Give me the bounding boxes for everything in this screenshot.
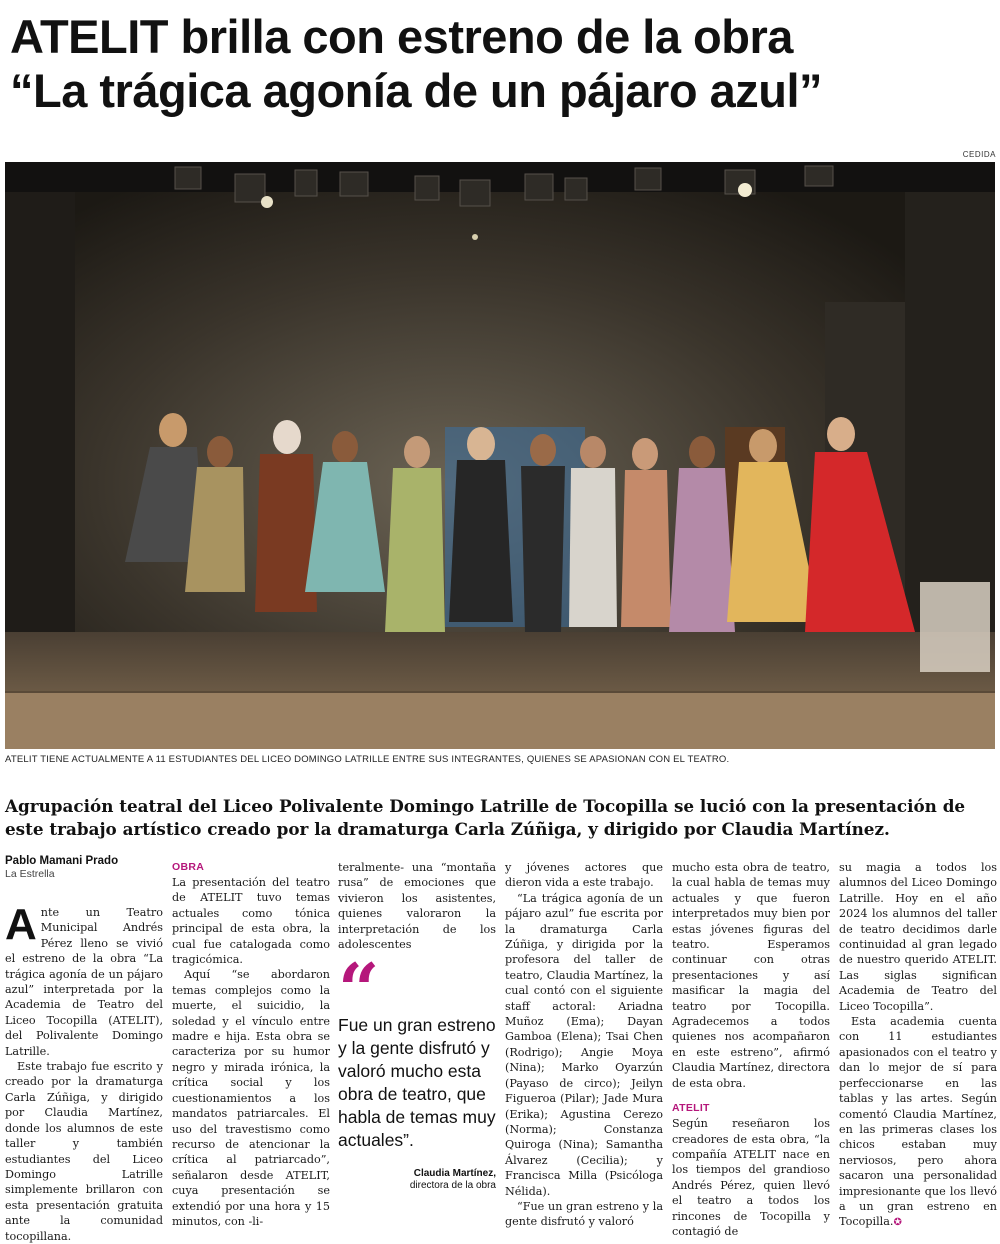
end-mark-icon: ✪ — [893, 1217, 902, 1229]
photo-credit: CEDIDA — [962, 150, 996, 159]
article-column-1 — [5, 900, 163, 1243]
article-paragraph — [839, 1014, 997, 1231]
pull-quote-role: directora de la obra — [409, 1180, 496, 1191]
headline-line-1: ATELIT brilla con estreno de la obra — [10, 10, 793, 63]
article-paragraph: Este trabajo fue escrito y creado por la dramaturga Carla Zúñiga, y dirigido por Claudia Martínez, donde los alumnos de este taller y también estudiantes del Liceo Domingo Latrille simplemente brillaron con esta presentación gratuita ante la comunidad tocopillana. — [5, 1060, 163, 1243]
paragraph-text: nte un Teatro Municipal Andrés Pérez lleno se vivió el estreno de la obra “La trágica agonía de un pájaro azul” interpretada por la Academia de Teatro del Liceo Tocopilla (ATELIT), del Polivalente Domingo Latrille. — [5, 906, 163, 1058]
pull-quote-text: Fue un gran estreno y la gente disfrutó y valoró mucho esta obra de teatro, que habla de temas muy actuales”. — [338, 1015, 496, 1150]
headline — [10, 10, 995, 118]
quote-mark-icon: “ — [338, 947, 380, 1032]
photo-caption: ATELIT TIENE ACTUALMENTE A 11 ESTUDIANTES DEL LICEO DOMINGO LATRILLE ENTRE SUS INTEGRANTES, QUIENES SE APASIONAN CON EL TEATRO. — [5, 754, 730, 765]
article-paragraph: “La trágica agonía de un pájaro azul” fue escrita por la dramaturga Carla Zúñiga, y dirigida por la profesora del taller de teatro, Claudia Martínez, la cual contó con el siguiente staff actoral: Ariadna Muñoz (Ema); Dayan Gamboa (Elena); Tsai Chen (Rodrigo); Angie Moya (Nina); Marko Oyarzún (Payaso de circo); Jeilyn Figueroa (Pilar); Jade Mura (Erika); Agustina Cerezo (Norma); Constanza Quiroga (Nina); Samantha Álvarez (Cecilia); y Francisca Milla (Psicóloga Nélida). — [505, 891, 663, 1198]
section-heading-atelit: ATELIT — [672, 1102, 710, 1115]
article-paragraph: Según reseñaron los creadores de esta obra, “la compañía ATELIT nace en los tiempos del grandioso Andrés Pérez, quien llevó el teatro a todos los rincones de Tocopilla y contagió de — [672, 1117, 830, 1238]
article-paragraph: mucho esta obra de teatro, la cual habla de temas muy actuales y que fueron interpretados muy bien por estas jóvenes figuras del teatro. Esperamos continuar con otras presentaciones y así masificar la magia del teatro por Tocopilla. Agradecemos a todos quienes nos acompañaron en este estreno”, afirmó Claudia Martínez, directora de esta obra. — [672, 861, 830, 1090]
pull-quote-author: Claudia Martínez, — [413, 1168, 496, 1179]
byline-author: Pablo Mamani Prado — [5, 855, 119, 867]
article-column-5 — [672, 860, 830, 1238]
byline — [5, 855, 165, 880]
article-paragraph: Aquí “se abordaron temas complejos como la muerte, el suicidio, la soledad y el vínculo entre madre e hija. Esta obra se caracteriza por su humor negro y mirada irónica, la crítica social y los cuestionamientos a los mandatos patriarcales. El uso del travestismo como recurso de atencionar la crítica al patriarcado”, señalaron desde ATELIT, cuya presentación se extendió por una hora y 15 minutos, con -li- — [172, 968, 330, 1228]
stage-photo — [5, 162, 995, 749]
article-column-6 — [839, 860, 997, 1229]
paragraph-text: Esta academia cuenta con 11 estudiantes apasionados con el teatro y dan lo mejor de sí para perfeccionarse en las tablas y las artes. Según comentó Claudia Martínez, en las primeras clases los chicos estaban muy nerviosos, pero ahora sacaron una personalidad impresionante que los llevó a un gran estreno en Tocopilla. — [839, 1015, 997, 1229]
article-paragraph: y jóvenes actores que dieron vida a este trabajo. — [505, 861, 663, 890]
article-column-2 — [172, 860, 330, 1228]
pull-quote — [338, 947, 496, 1222]
drop-cap: A — [5, 900, 37, 949]
stage-photo-illustration — [5, 162, 995, 749]
headline-line-2: “La trágica agonía de un pájaro azul” — [10, 64, 823, 117]
byline-outlet: La Estrella — [5, 868, 55, 880]
article-paragraph: “Fue un gran estreno y la gente disfrutó y valoró — [505, 1199, 663, 1229]
article-paragraph: su magia a todos los alumnos del Liceo Domingo Latrille. Hoy en el año 2024 los alumnos del taller de teatro decidimos darle continuidad al gran legado de nuestro querido ATELIT. Las siglas significan Academia de Teatro del Liceo Tocopilla”. — [839, 861, 997, 1013]
article-paragraph: La presentación del teatro de ATELIT tuvo temas actuales como tónica principal de esta obra, la cual fue catalogada como tragicómica. — [172, 876, 330, 967]
article-dek: Agrupación teatral del Liceo Polivalente Domingo Latrille de Tocopilla se lució con la presentación de este trabajo artístico creado por la dramaturga Carla Zúñiga, y dirigido por Claudia Martínez. — [5, 796, 966, 839]
article-column-4 — [505, 860, 663, 1229]
article-paragraph: teralmente- una “montaña rusa” de emociones que vivieron los asistentes, quienes valoraron la interpretación de los adolescentes — [338, 861, 496, 952]
section-heading-obra: OBRA — [172, 861, 205, 873]
article-paragraph — [5, 900, 163, 1059]
